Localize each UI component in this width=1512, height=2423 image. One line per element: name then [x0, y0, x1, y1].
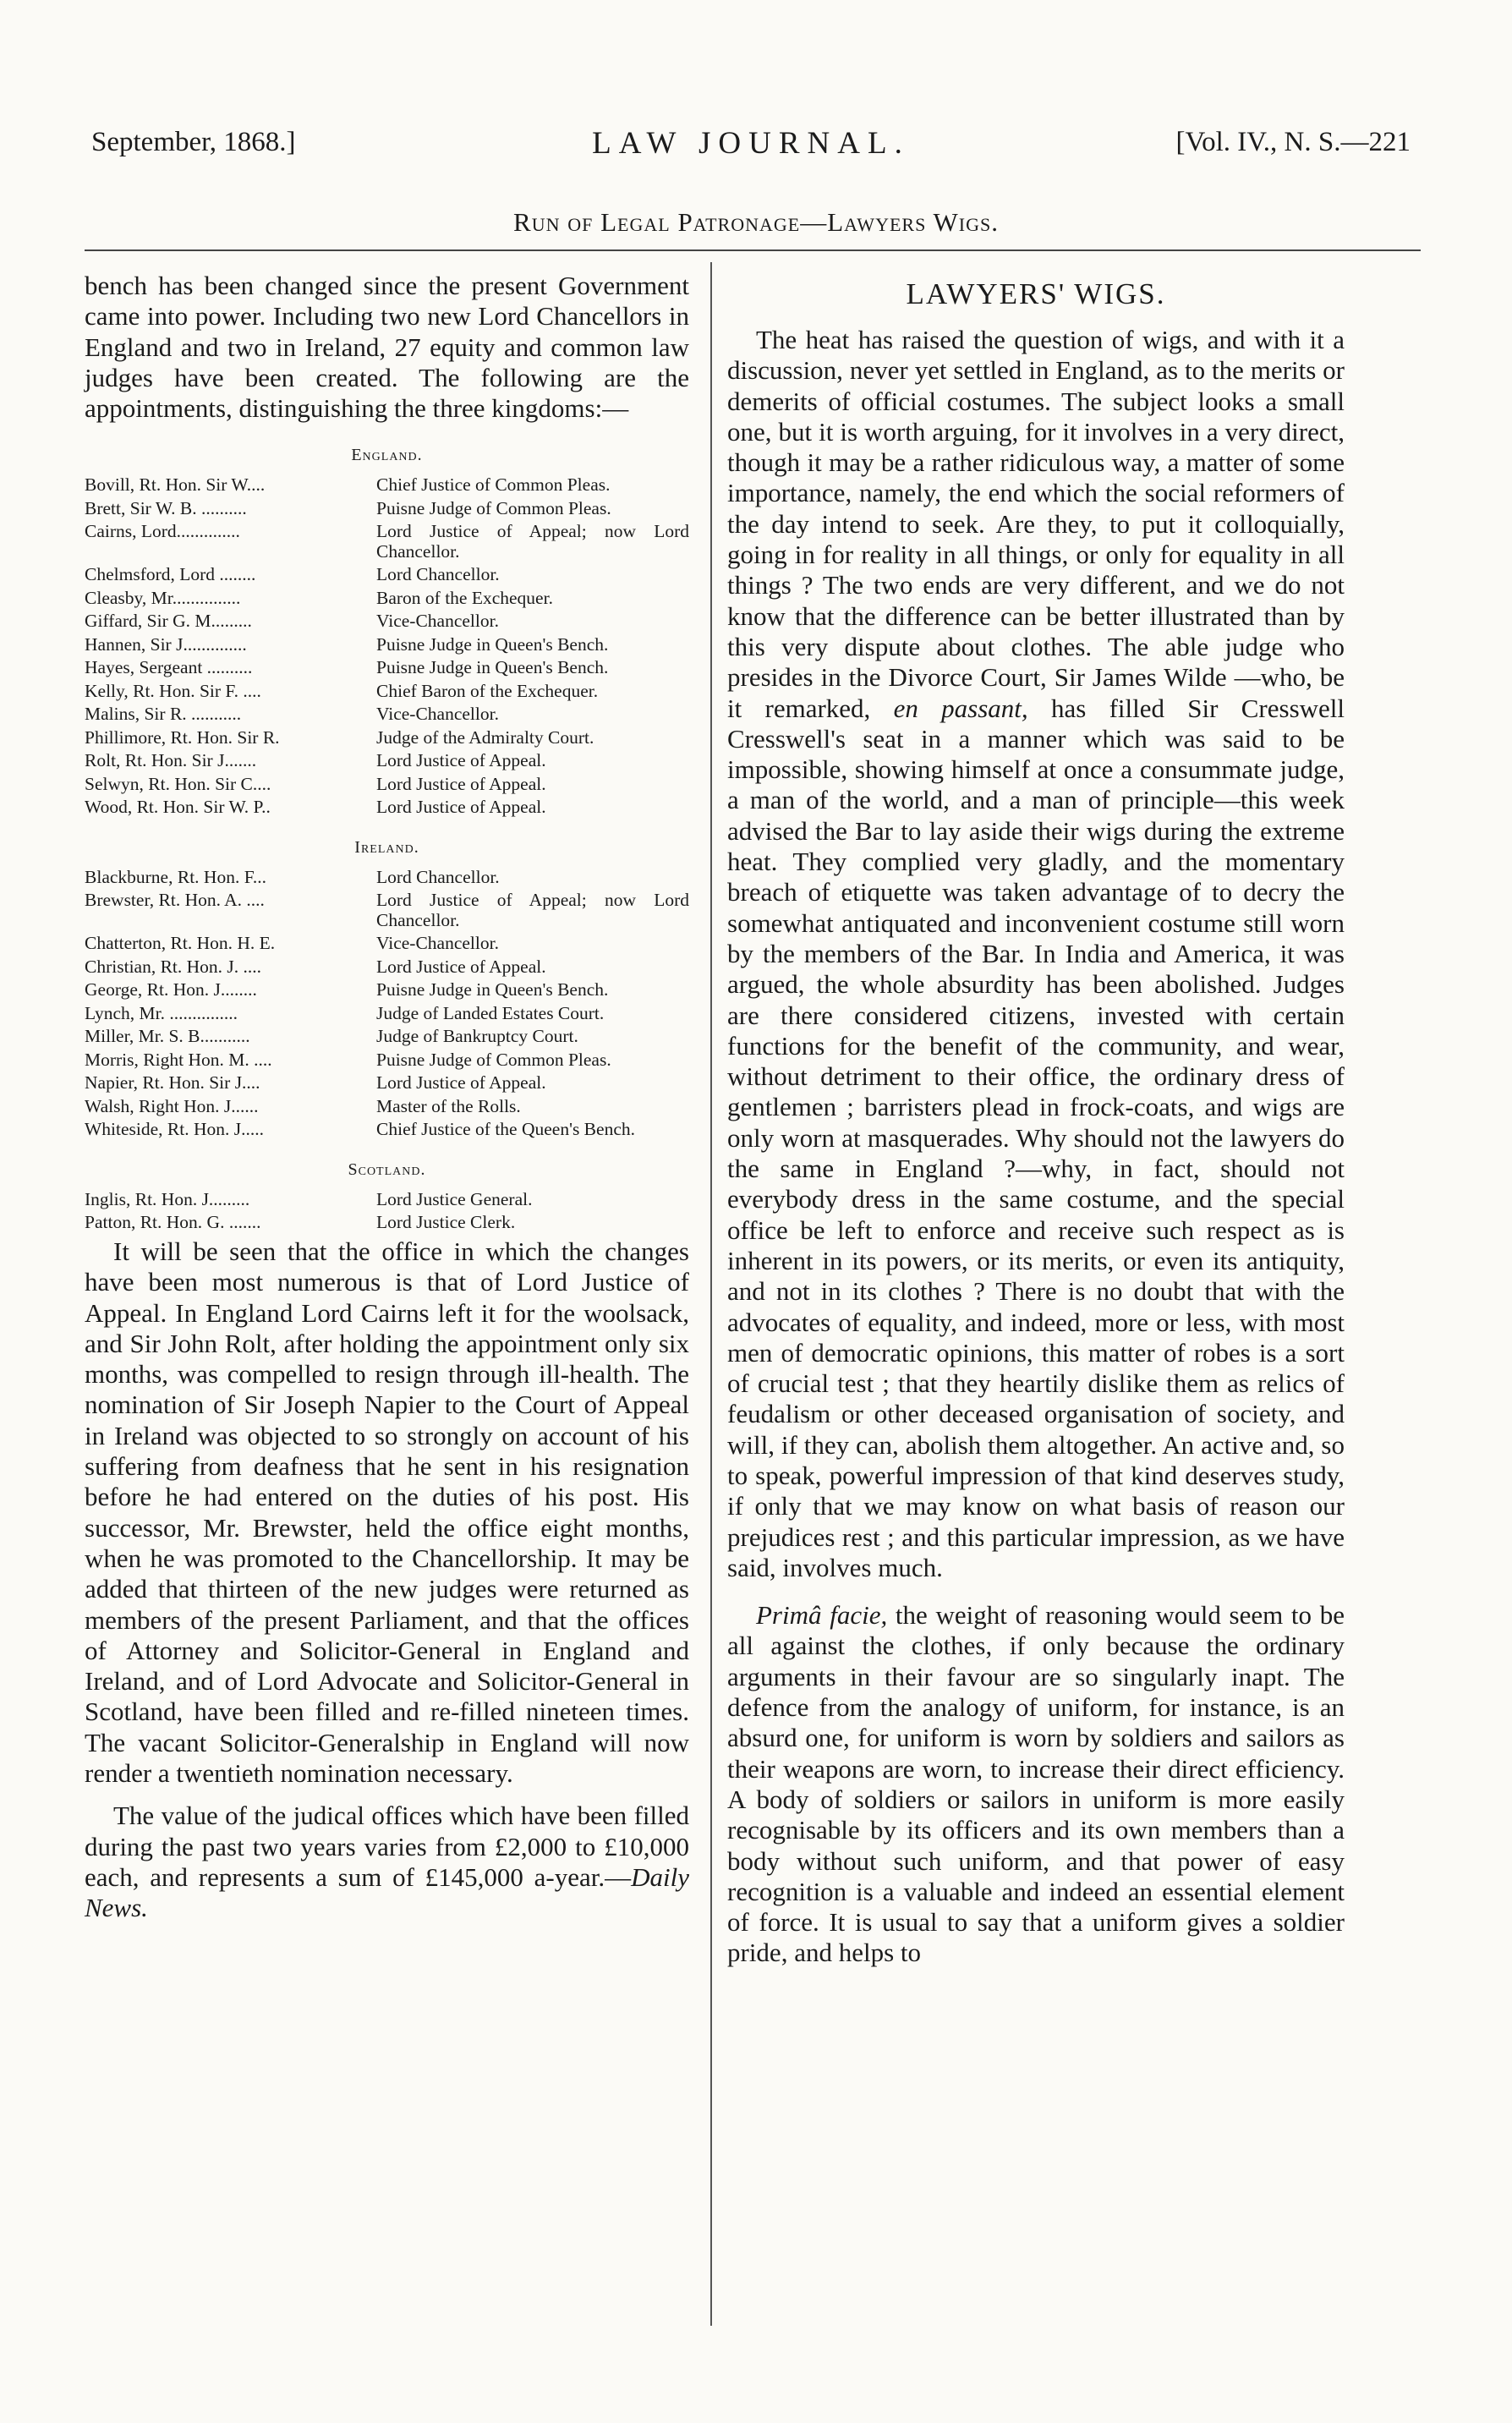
- appointment-row: [85, 957, 689, 978]
- appointment-row: [85, 1050, 689, 1071]
- appointment-row: [85, 1027, 689, 1047]
- changes-paragraph: It will be seen that the office in which the changes have been most numerous is that of Lord Justice of Appeal. In England Lord Cairns left it for the woolsack, and Sir John Rolt, after holding the appointment only six months, was compelled to resign through ill-health. The nomination of Sir Joseph Napier to the Court of Appeal in Ireland was objected to so strongly on account of his suffering from deafness that he sent in his resignation before he had entered on the duties of his post. His successor, Mr. Brewster, held the office eight months, when he was promoted to the Chancellorship. It may be added that thirteen of the new judges were returned as members of the present Parliament, and that the offices of Attorney and Solicitor-General in England and Ireland, and of Lord Advocate and Solicitor-General in Scotland, have been filled and re-filled nineteen times. The vacant Solicitor-Generalship in England will now render a twentieth nomination necessary.: [85, 1236, 689, 1789]
- running-head: [91, 127, 1411, 169]
- appointment-row: [85, 891, 689, 930]
- appointment-office: Lord Justice of Appeal.: [376, 956, 546, 977]
- appointee-name: Morris, Right Hon. M. ....: [85, 1050, 272, 1070]
- value-text: The value of the judical offices which have been filled during the past two years varies from £2,000 to £10,000 each, and represents a sum of £145,000 a-year.—: [85, 1801, 689, 1892]
- column-divider: [710, 262, 712, 2326]
- appointee-name: Lynch, Mr. ...............: [85, 1003, 238, 1023]
- appointment-row: [85, 1120, 689, 1140]
- appointment-office: Puisne Judge in Queen's Bench.: [376, 657, 609, 678]
- appointment-office: Puisne Judge of Common Pleas.: [376, 497, 611, 518]
- appointment-office: Vice-Chancellor.: [376, 933, 499, 954]
- journal-title: LAW JOURNAL.: [592, 126, 910, 161]
- appointment-row: [85, 1097, 689, 1117]
- appointee-name: Wood, Rt. Hon. Sir W. P..: [85, 798, 271, 818]
- appointee-name: George, Rt. Hon. J........: [85, 980, 257, 1000]
- appointment-row: [85, 635, 689, 655]
- appointee-name: Brett, Sir W. B. ..........: [85, 498, 247, 518]
- appointee-name: Bovill, Rt. Hon. Sir W....: [85, 475, 266, 496]
- appointee-name: Inglis, Rt. Hon. J.........: [85, 1189, 250, 1209]
- appointee-name: Selwyn, Rt. Hon. Sir C....: [85, 774, 271, 794]
- appointee-name: Rolt, Rt. Hon. Sir J.......: [85, 751, 257, 771]
- appointment-office: Vice-Chancellor.: [376, 611, 499, 632]
- value-paragraph: [85, 1801, 689, 1923]
- right-column: [727, 271, 1345, 1969]
- appointee-name: Hannen, Sir J..............: [85, 634, 247, 655]
- appointment-office: Baron of the Exchequer.: [376, 587, 553, 608]
- wigs-p2-text: the weight of reasoning would seem to be all against the clothes, if only because the ordinary arguments in their favour are so singularly inapt. The defence from the analogy of uniform, for instance, is an absurd one, for uniform is worn by soldiers and sailors as their weapons are worn, to increase their direct efficiency. A body of soldiers or sailors in uniform is more easily recognisable by its officers and its own members than a body without such uniform, and that power of easy recognition is a valuable and indeed an essential element of force. It is usual to say that a uniform gives a soldier pride, and helps to: [727, 1600, 1345, 1968]
- appointment-office: Puisne Judge in Queen's Bench.: [376, 633, 609, 655]
- appointment-office: Puisne Judge of Common Pleas.: [376, 1049, 611, 1070]
- header-date: September, 1868.]: [91, 127, 296, 157]
- appointee-name: Kelly, Rt. Hon. Sir F. ....: [85, 681, 261, 701]
- appointment-office: Lord Justice of Appeal.: [376, 797, 546, 818]
- appointment-office: Judge of Landed Estates Court.: [376, 1002, 605, 1023]
- wigs-p1-text: The heat has raised the question of wigs, and with it a discussion, never yet settled in England, as to the merits or demerits of official costumes. The subject looks a small one, but it is worth arguing, for it involves in a very direct, though it may be a rather ridiculous way, a matter of some importance, namely, the end which the social reformers of the day intend to seek. Are they, to put it colloquially, going in for reality in all things, or only for equality in all things ? The two ends are very different, and we do not know that the difference can be better illustrated than by this very dispute about clothes. The able judge who presides in the Divorce Court, Sir James Wilde —who, be it remarked,: [727, 325, 1345, 723]
- appointment-office: Chief Justice of the Queen's Bench.: [376, 1119, 635, 1140]
- appointee-name: Chatterton, Rt. Hon. H. E.: [85, 934, 276, 954]
- appointment-row: [85, 565, 689, 585]
- appointment-office: Judge of the Admiralty Court.: [376, 726, 594, 748]
- ireland-appointments: [85, 868, 689, 1140]
- appointee-name: Phillimore, Rt. Hon. Sir R.: [85, 727, 280, 748]
- left-column: [85, 271, 689, 1924]
- appointment-row: [85, 1213, 689, 1233]
- wigs-p2-italic: Primâ facie,: [756, 1600, 888, 1631]
- appointment-row: [85, 980, 689, 1000]
- appointment-office: Lord Justice Clerk.: [376, 1212, 516, 1233]
- scotland-appointments: [85, 1190, 689, 1233]
- appointment-row: [85, 934, 689, 954]
- appointment-office: Lord Justice of Appeal.: [376, 1072, 546, 1094]
- appointment-row: [85, 522, 689, 562]
- appointment-office: Lord Chancellor.: [376, 866, 500, 887]
- appointment-row: [85, 499, 689, 519]
- appointment-office: Master of the Rolls.: [376, 1095, 521, 1116]
- appointment-office: Lord Justice of Appeal; now Lord Chancellor.: [376, 890, 689, 930]
- wigs-paragraph-2: [727, 1600, 1345, 1969]
- appointment-office: Puisne Judge in Queen's Bench.: [376, 979, 609, 1000]
- appointment-row: [85, 798, 689, 818]
- appointment-row: [85, 589, 689, 609]
- appointee-name: Malins, Sir R. ...........: [85, 704, 242, 725]
- appointee-name: Giffard, Sir G. M.........: [85, 611, 252, 632]
- appointee-name: Napier, Rt. Hon. Sir J....: [85, 1073, 260, 1094]
- appointment-row: [85, 475, 689, 496]
- appointment-row: [85, 868, 689, 888]
- wigs-p1-cont: has filled Sir Cresswell Cresswell's seat in a manner which was said to be impossible, showing himself at once a consummate judge, a man of the world, and a man of principle—this week advised the Bar to lay aside their wigs during the extreme heat. They complied very gladly, and the momentary breach of etiquette was taken advantage of to decry the somewhat antiquated and inconvenient costume still worn by the members of the Bar. In India and America, it was argued, the whole absurdity has been abolished. Judges are there considered citizens, invested with certain functions for the benefit of the community, and wear, without detriment to their office, the ordinary dress of gentlemen ; barristers plead in frock-coats, and wigs are only worn at masquerades. Why should not the lawyers do the same in England ?—why, in fact, should not everybody dress in the same costume, and the special office be left to enforce and receive such respect as is inherent in its powers, or its merits, or even its antiquity, and not in its clothes ? There is no doubt that with the advocates of equality, and indeed, more or less, with most men of democratic opinions, this matter of robes is a sort of crucial test ; that they heartily dislike them as relics of feudalism or other deceased organisation of society, and will, if they can, abolish them altogether. An active and, so to speak, powerful impression of that kind deserves study, if only that we may know on what basis of reason our prejudices rest ; and this particular impression, as we have said, involves much.: [727, 693, 1345, 1582]
- appointment-office: Lord Justice General.: [376, 1188, 533, 1209]
- appointment-office: Lord Justice of Appeal; now Lord Chancellor.: [376, 521, 689, 562]
- appointment-row: [85, 775, 689, 795]
- appointment-row: [85, 611, 689, 632]
- england-heading: England.: [351, 446, 423, 465]
- scotland-heading: Scotland.: [348, 1159, 426, 1179]
- appointment-office: Chief Baron of the Exchequer.: [376, 680, 599, 701]
- appointment-row: [85, 1073, 689, 1094]
- appointment-row: [85, 658, 689, 678]
- appointee-name: Brewster, Rt. Hon. A. ....: [85, 891, 265, 911]
- section-title: Run of Legal Patronage—Lawyers Wigs.: [513, 207, 999, 237]
- appointment-office: Chief Justice of Common Pleas.: [376, 474, 611, 496]
- ireland-heading: Ireland.: [354, 837, 419, 857]
- header-volume: [Vol. IV., N. S.—221: [1175, 127, 1411, 157]
- england-appointments: [85, 475, 689, 818]
- appointee-name: Walsh, Right Hon. J......: [85, 1096, 259, 1116]
- appointment-row: [85, 1004, 689, 1024]
- appointment-office: Lord Justice of Appeal.: [376, 773, 546, 794]
- appointment-row: [85, 1190, 689, 1210]
- appointment-row: [85, 728, 689, 748]
- source-citation: Daily News.: [85, 1861, 689, 1923]
- appointment-office: Lord Justice of Appeal.: [376, 750, 546, 771]
- header-rule: [85, 249, 1421, 251]
- article-title: LAWYERS' WIGS.: [906, 277, 1166, 310]
- intro-paragraph: bench has been changed since the present Government came into power. Including two new Lord Chancellors in England and two in Ireland, 27 equity and common law judges have been created. The following are the appointments, distinguishing the three kingdoms:—: [85, 271, 689, 424]
- appointee-name: Blackburne, Rt. Hon. F...: [85, 867, 267, 887]
- appointment-row: [85, 682, 689, 702]
- appointment-office: Vice-Chancellor.: [376, 704, 499, 725]
- appointment-row: [85, 704, 689, 725]
- appointee-name: Cairns, Lord..............: [85, 522, 240, 542]
- appointee-name: Miller, Mr. S. B...........: [85, 1027, 250, 1047]
- appointee-name: Whiteside, Rt. Hon. J.....: [85, 1120, 264, 1140]
- appointee-name: Cleasby, Mr...............: [85, 588, 241, 608]
- wigs-p1-italic: en passant,: [893, 693, 1028, 723]
- appointee-name: Christian, Rt. Hon. J. ....: [85, 957, 262, 977]
- wigs-paragraph-1: [727, 325, 1345, 1583]
- appointment-row: [85, 751, 689, 771]
- appointee-name: Hayes, Sergeant ..........: [85, 658, 253, 678]
- appointee-name: Patton, Rt. Hon. G. .......: [85, 1213, 261, 1233]
- appointee-name: Chelmsford, Lord ........: [85, 565, 256, 585]
- appointment-office: Judge of Bankruptcy Court.: [376, 1026, 578, 1047]
- appointment-office: Lord Chancellor.: [376, 564, 500, 585]
